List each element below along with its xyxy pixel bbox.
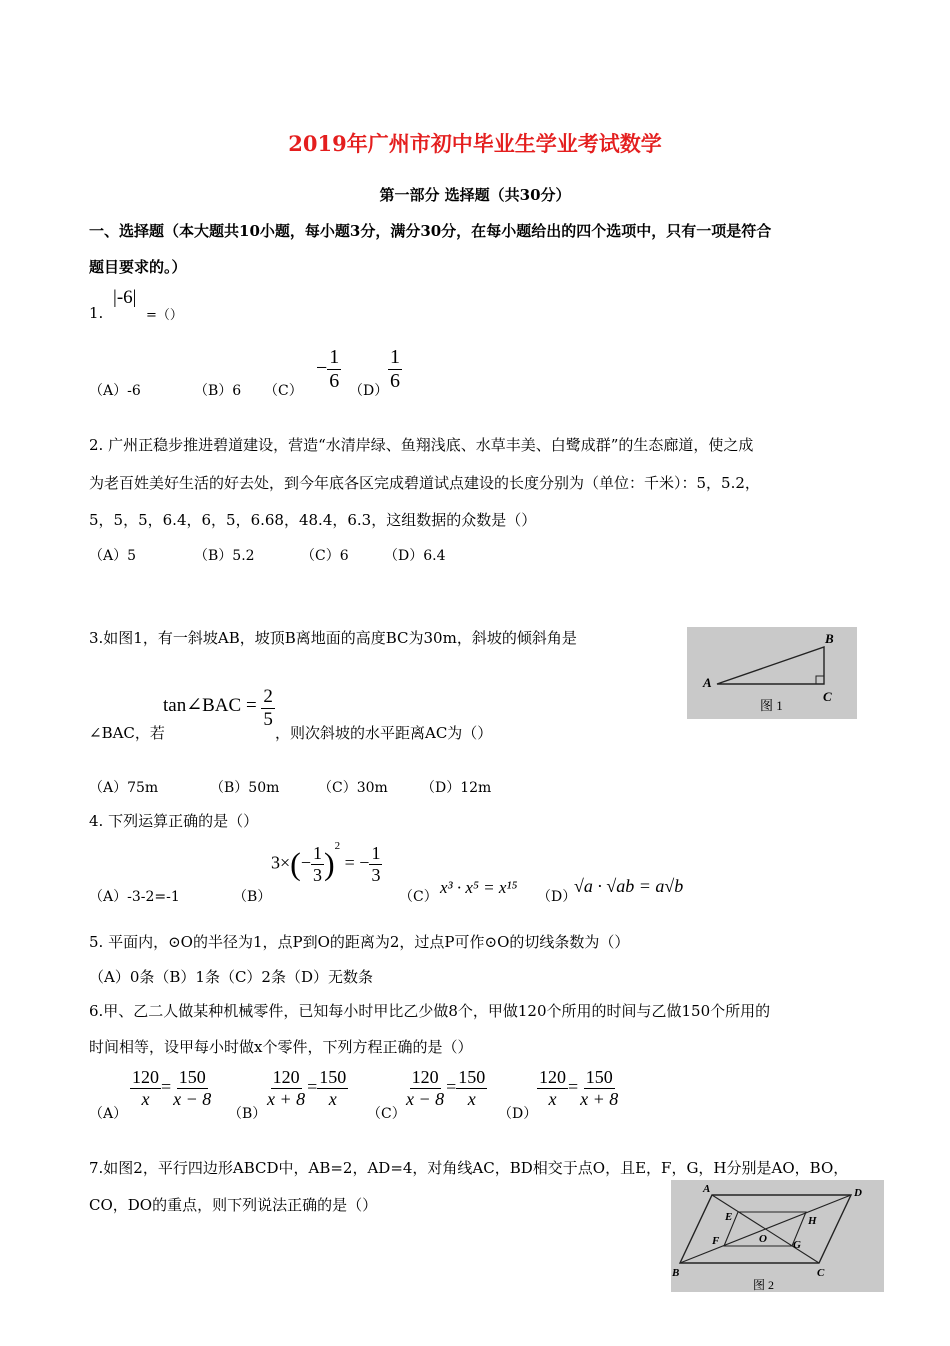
figure-2-diagram <box>671 1180 884 1292</box>
fraction-denominator: x − 8 <box>173 1088 212 1109</box>
q1-option-c-value <box>316 346 341 393</box>
q7-line1: 7.如图2，平行四边形ABCD中，AB=2，AD=4，对角线AC，BD相交于点O，且E，F，G，H分别是AO，BO， <box>89 1159 849 1177</box>
figure-caption: 图 1 <box>760 698 783 713</box>
fraction-numerator: 120 <box>132 1067 159 1087</box>
fraction-denominator: x <box>141 1088 150 1109</box>
q3-tan-expression <box>163 686 275 731</box>
q1-stem-tail: =（） <box>146 308 183 323</box>
q3-option-a: （A）75m <box>89 780 159 796</box>
tan-label: tan∠BAC = <box>163 694 257 716</box>
q2-line1: 2. 广州正稳步推进碧道建设，营造“水清岸绿、鱼翔浅底、水草丰美、白鹭成群”的生态廊道，使之成 <box>89 436 754 454</box>
label-h: H <box>808 1215 817 1227</box>
q4-stem: 4. 下列运算正确的是（） <box>89 812 259 830</box>
q4-option-c-expression: x³ · x⁵ = x¹⁵ <box>440 878 518 897</box>
label-f: F <box>712 1235 720 1247</box>
q6-option-c-equation <box>404 1067 487 1109</box>
q3-line2-pre: ∠BAC，若 <box>89 724 165 742</box>
q6-option-a-equation <box>130 1067 213 1109</box>
equals-sign: = <box>307 1076 318 1097</box>
equals-sign: = <box>161 1076 172 1097</box>
part-heading: 第一部分 选择题（共30分） <box>379 186 571 204</box>
q2-option-c: （C）6 <box>301 548 349 564</box>
q1-abs-value: -6 <box>116 287 133 308</box>
equals-sign: = <box>446 1076 457 1097</box>
figure-1-diagram <box>687 627 857 719</box>
label-e: E <box>725 1211 733 1223</box>
q1-option-b: （B）6 <box>194 383 242 399</box>
fraction-numerator: 1 <box>371 843 381 863</box>
q6-option-c: （C） <box>367 1106 406 1122</box>
q2-line2: 为老百姓美好生活的好去处，到今年底各区完成碧道试点建设的长度分别为（单位：千米）：5，5.2， <box>89 474 760 492</box>
q3-option-c: （C）30m <box>318 780 388 796</box>
q4-option-a: （A）-3-2=-1 <box>89 889 180 905</box>
fraction-numerator: 1 <box>312 843 322 863</box>
q2-option-a: （A）5 <box>89 548 137 564</box>
fraction-denominator: x + 8 <box>580 1088 619 1109</box>
fraction-numerator: 120 <box>411 1067 439 1087</box>
fraction-denominator: x + 8 <box>267 1088 306 1109</box>
label-g: G <box>793 1239 801 1251</box>
fraction-denominator: x <box>548 1088 557 1109</box>
fraction-numerator: 1 <box>329 346 340 368</box>
q6-line2: 时间相等，设甲每小时做x个零件，下列方程正确的是（） <box>89 1038 473 1056</box>
minus-sign: − <box>316 357 328 380</box>
slope-triangle <box>717 647 824 684</box>
q4-option-c: （C） <box>399 889 438 905</box>
q2-line3: 5，5，5，6.4，6，5，6.68，48.4，6.3，这组数据的众数是（） <box>89 511 537 529</box>
q6-option-d-equation <box>537 1067 620 1109</box>
label-o: O <box>759 1233 767 1245</box>
fraction-numerator: 2 <box>263 686 273 707</box>
q4-option-b: （B） <box>233 889 272 905</box>
section-instructions-line1: 一、选择题（本大题共10小题，每小题3分，满分30分，在每小题给出的四个选项中，只有一项是符合 <box>89 222 772 240</box>
q5-stem: 5. 平面内，⊙O的半径为1，点P到O的距离为2，过点P可作⊙O的切线条数为（） <box>89 933 630 951</box>
fraction-denominator: 3 <box>371 864 381 885</box>
fraction-numerator: 120 <box>272 1067 300 1087</box>
q7-line2: CO，DO的重点，则下列说法正确的是（） <box>89 1196 378 1214</box>
label-a: A <box>703 1183 711 1195</box>
fraction-denominator: x − 8 <box>406 1088 445 1109</box>
q6-line1: 6.甲、乙二人做某种机械零件，已知每小时甲比乙少做8个，甲做120个所用的时间与乙做150个所用的 <box>89 1002 771 1020</box>
label-c: C <box>817 1267 825 1279</box>
equals-sign: = <box>344 852 355 873</box>
q3-line2-post: ，则次斜坡的水平距离AC为（） <box>275 724 493 742</box>
fraction-denominator: 3 <box>312 864 322 885</box>
q1-option-c: （C） <box>264 383 303 399</box>
label-d: D <box>854 1187 862 1199</box>
q1-number: 1. <box>89 304 104 322</box>
fraction-denominator: x <box>328 1088 337 1109</box>
q4-option-d-expression: √a · √ab = a√b <box>574 876 684 896</box>
minus-sign: − <box>300 852 311 873</box>
fraction-denominator: 6 <box>390 370 400 392</box>
q4-option-d: （D） <box>537 889 577 905</box>
q5-options: （A）0条（B）1条（C）2条（D）无数条 <box>89 968 373 986</box>
q3-line1: 3.如图1，有一斜坡AB，坡顶B离地面的高度BC为30m，斜坡的倾斜角是 <box>89 629 577 647</box>
equals-sign: = <box>568 1076 579 1097</box>
q3-option-d: （D）12m <box>421 780 492 796</box>
diagonal-bd <box>680 1195 851 1263</box>
fraction-numerator: 120 <box>539 1067 566 1087</box>
q3-option-b: （B）50m <box>210 780 280 796</box>
q6-option-b: （B） <box>228 1106 267 1122</box>
fraction-denominator: 5 <box>263 708 273 730</box>
label-c: C <box>823 689 832 704</box>
q6-option-b-equation <box>265 1067 348 1109</box>
label-b: B <box>825 631 834 646</box>
section-instructions-line2: 题目要求的。） <box>89 258 187 276</box>
figure-2 <box>671 1180 884 1292</box>
fraction-numerator: 150 <box>319 1067 347 1087</box>
q1-option-a: （A）-6 <box>89 383 141 399</box>
q2-option-d: （D）6.4 <box>384 548 446 564</box>
minus-sign: − <box>359 852 370 873</box>
exam-title: 2019年广州市初中毕业生学业考试数学 <box>288 131 662 156</box>
label-a: A <box>703 675 712 690</box>
exponent: 2 <box>334 840 341 853</box>
right-angle-mark <box>816 676 824 684</box>
fraction-numerator: 150 <box>178 1067 206 1087</box>
q6-option-a: （A） <box>89 1106 128 1122</box>
q2-option-b: （B）5.2 <box>194 548 255 564</box>
q6-option-d: （D） <box>498 1106 538 1122</box>
fraction-numerator: 1 <box>390 346 400 368</box>
fraction-denominator: x <box>467 1088 476 1109</box>
figure-1 <box>687 627 857 719</box>
q1-option-d-value <box>388 346 402 393</box>
q1-option-d: （D） <box>349 383 389 399</box>
fraction-numerator: 150 <box>458 1067 486 1087</box>
fraction-numerator: 150 <box>585 1067 613 1087</box>
fraction-denominator: 6 <box>329 370 340 392</box>
q1-abs-expression: |-6| <box>113 287 137 308</box>
figure-caption: 图 2 <box>753 1278 775 1292</box>
label-b: B <box>672 1267 680 1279</box>
q4-option-b-expression: 3×(− $\frac{1}{3}$ )$^2$ = − $\frac{1}{3}$ <box>271 840 381 885</box>
coefficient: 3× <box>271 852 291 873</box>
